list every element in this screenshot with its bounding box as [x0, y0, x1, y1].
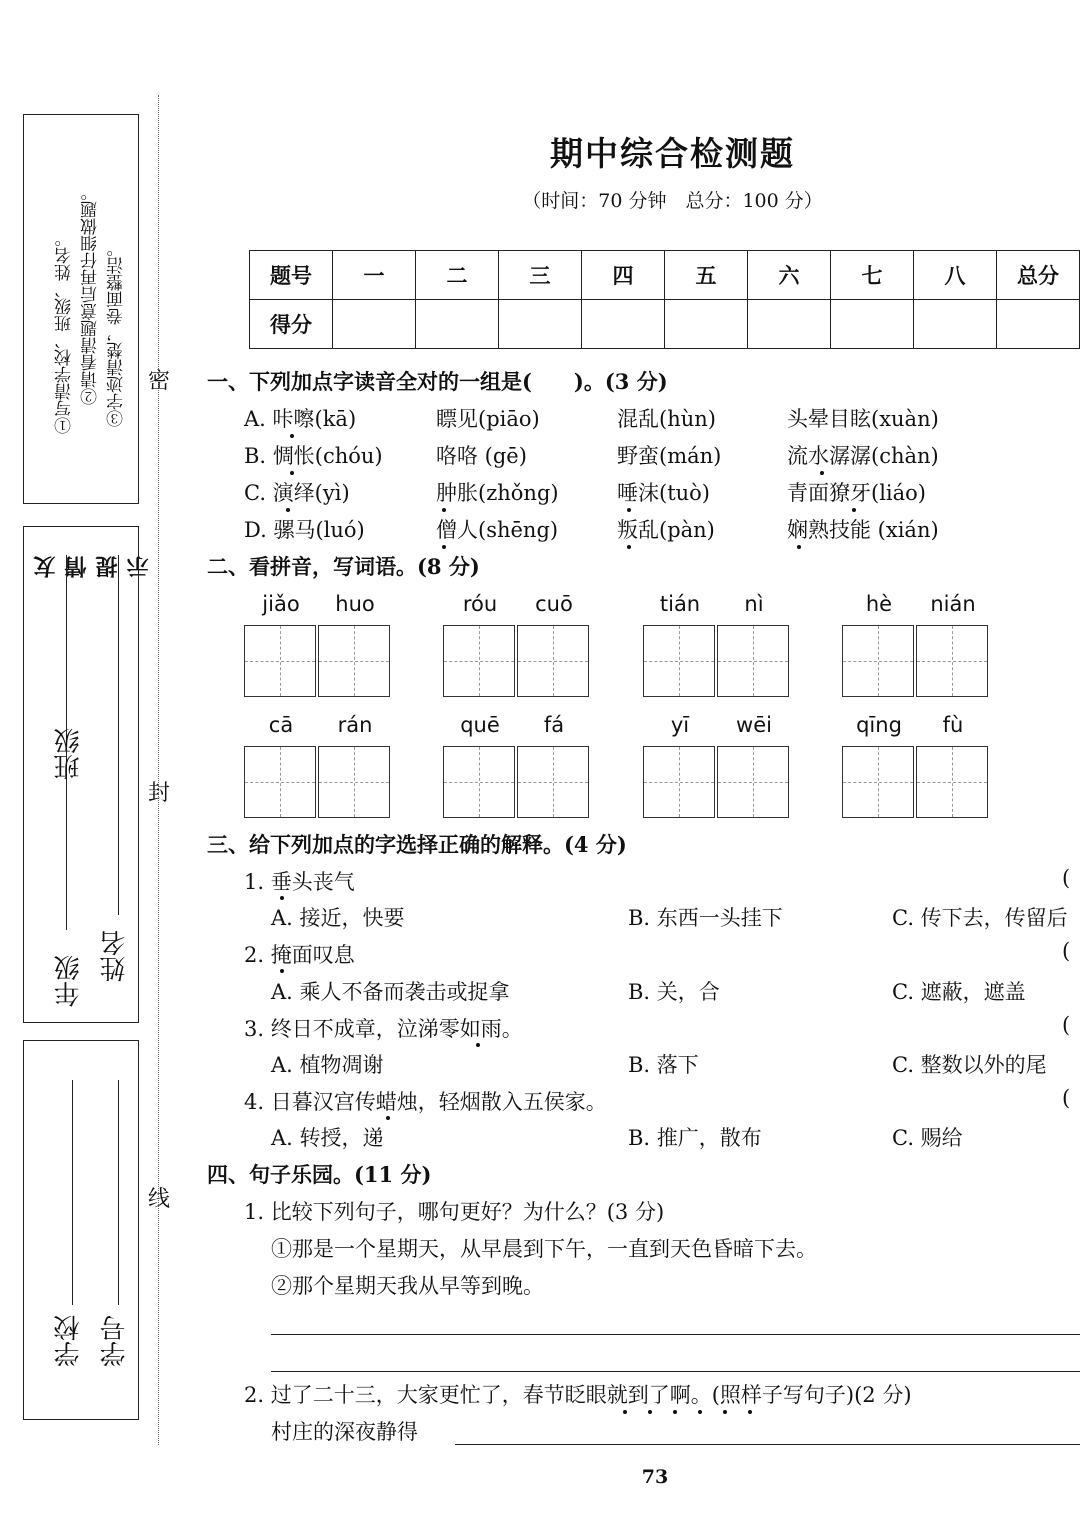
answer-line[interactable]: [455, 1444, 1080, 1445]
writing-cell[interactable]: [443, 625, 515, 697]
s1-option-text: 肿胀(zhǒng): [436, 481, 559, 505]
pinyin: rán: [337, 713, 373, 737]
answer-line[interactable]: [271, 1334, 1080, 1335]
s3-option-a: A. 乘人不备而袭击或捉拿: [271, 980, 510, 1004]
score-cell[interactable]: [499, 300, 582, 349]
s1-option-text: 流水潺潺(chàn): [787, 444, 939, 468]
score-cell[interactable]: [582, 300, 665, 349]
writing-cell[interactable]: [643, 746, 715, 818]
s3-answer-paren[interactable]: (: [1062, 1013, 1071, 1037]
s3-option-a: A. 转授，递: [271, 1126, 384, 1150]
emphasis-dot: [476, 1043, 480, 1047]
emphasis-dot: [673, 1410, 677, 1414]
s1-option-text: 叛乱(pàn): [617, 518, 715, 542]
s3-option-c: C. 遮蔽，遮盖: [892, 980, 1026, 1004]
s1-option-text: 咯咯 (gē): [436, 444, 527, 468]
writing-cell[interactable]: [717, 746, 789, 818]
score-header-cell: 总分: [997, 251, 1080, 300]
emphasis-dot: [627, 508, 631, 512]
s3-answer-paren[interactable]: (: [1062, 866, 1071, 890]
score-cell[interactable]: [333, 300, 416, 349]
pinyin: quē: [460, 713, 500, 737]
s3-question: 4. 日暮汉宫传蜡烛，轻烟散入五侯家。: [244, 1090, 607, 1114]
pinyin: yī: [670, 713, 690, 737]
s3-question: 3. 终日不成章，泣涕零如雨。: [244, 1017, 523, 1041]
emphasis-dot: [442, 508, 446, 512]
s3-answer-paren[interactable]: (: [1062, 1086, 1071, 1110]
pinyin: fá: [543, 713, 565, 737]
s1-option-text: 僧人(shēng): [436, 518, 559, 542]
score-header-cell: 八: [914, 251, 997, 300]
score-header-cell: 四: [582, 251, 665, 300]
pinyin: jiǎo: [262, 592, 300, 616]
s4-sentence-2: ②那个星期天我从早等到晚。: [271, 1274, 544, 1298]
s3-option-c: C. 传下去，传留后: [892, 906, 1068, 930]
pinyin: hè: [865, 592, 893, 616]
score-header-cell: 三: [499, 251, 582, 300]
writing-cell[interactable]: [443, 746, 515, 818]
s4-question-1: 1. 比较下列句子，哪句更好？为什么？(3 分): [244, 1200, 665, 1224]
emphasis-dot: [852, 508, 856, 512]
writing-cell[interactable]: [916, 625, 988, 697]
pinyin: nián: [930, 592, 976, 616]
answer-line[interactable]: [271, 1371, 1080, 1372]
seal-xian: 线: [148, 1187, 171, 1212]
emphasis-dot: [442, 545, 446, 549]
score-cell[interactable]: [831, 300, 914, 349]
tip-3: ③字迹清楚，卷面整洁。: [107, 240, 127, 427]
section4-heading: 四、句子乐园。(11 分): [207, 1162, 432, 1187]
school-underline[interactable]: [72, 1080, 73, 1305]
emphasis-dot: [627, 545, 631, 549]
section1-heading: 一、下列加点字读音全对的一组是( )。(3 分): [207, 369, 668, 394]
writing-cell[interactable]: [244, 746, 316, 818]
emphasis-dot: [748, 1410, 752, 1414]
tip-2: ②请看清题意后再仔细做题。: [81, 184, 101, 405]
score-cell[interactable]: [997, 300, 1080, 349]
s1-option-text: 青面獠牙(liáo): [787, 481, 926, 505]
score-value-row: [250, 300, 1080, 349]
s3-option-b: B. 关，合: [628, 980, 720, 1004]
s1-option-text: 野蛮(mán): [617, 444, 722, 468]
s3-option-a: A. 接近，快要: [271, 906, 405, 930]
seal-mi: 密: [148, 369, 171, 394]
tips-title: 友情提示: [33, 555, 152, 578]
s4-question-2: 2. 过了二十三，大家更忙了，春节眨眼就到了啊。(照样子写句子)(2 分): [244, 1383, 912, 1407]
s1-option-text: 唾沫(tuò): [617, 481, 710, 505]
s3-option-b: B. 推广，散布: [628, 1126, 762, 1150]
s1-option-text: 头晕目眩(xuàn): [787, 407, 939, 431]
emphasis-dot: [623, 1410, 627, 1414]
score-table: [249, 250, 1080, 349]
s1-option-text: B. 惆怅(chóu): [244, 444, 383, 468]
page-subtitle: （时间：70 分钟 总分：100 分）: [522, 190, 823, 212]
writing-cell[interactable]: [244, 625, 316, 697]
score-header-cell: 五: [665, 251, 748, 300]
score-header-cell: 一: [333, 251, 416, 300]
pinyin: fù: [942, 713, 964, 737]
writing-cell[interactable]: [916, 746, 988, 818]
tip-1: ①写清学校、班级、姓名。: [55, 230, 75, 434]
emphasis-dot: [386, 1116, 390, 1120]
s3-option-a: A. 植物凋谢: [271, 1053, 384, 1077]
score-header-cell: 七: [831, 251, 914, 300]
section2-heading: 二、看拼音，写词语。(8 分): [207, 554, 480, 579]
pinyin: wēi: [736, 713, 772, 737]
s1-option-text: 娴熟技能 (xián): [787, 518, 939, 542]
pinyin: cuō: [535, 592, 573, 616]
writing-cell[interactable]: [517, 746, 589, 818]
writing-cell[interactable]: [318, 625, 390, 697]
emphasis-dot: [290, 434, 294, 438]
s3-answer-paren[interactable]: (: [1062, 939, 1071, 963]
score-cell[interactable]: [748, 300, 831, 349]
s1-option-text: D. 骡马(luó): [244, 518, 365, 542]
seal-feng: 封: [148, 781, 171, 806]
score-header-row: [250, 251, 1080, 300]
writing-cell[interactable]: [517, 625, 589, 697]
score-header-cell: 二: [416, 251, 499, 300]
s4-sentence-1: ①那是一个星期天，从早晨到下午，一直到天色昏暗下去。: [271, 1237, 817, 1261]
score-cell[interactable]: [416, 300, 499, 349]
writing-cell[interactable]: [842, 746, 914, 818]
s1-option-text: A. 咔嚓(kā): [244, 407, 357, 431]
s3-question: 2. 掩面叹息: [244, 943, 355, 967]
pinyin: róu: [462, 592, 498, 616]
s3-question: 1. 垂头丧气: [244, 870, 355, 894]
pinyin: nì: [744, 592, 764, 616]
score-header-cell: 题号: [250, 251, 333, 300]
s3-option-c: C. 整数以外的尾: [892, 1053, 1047, 1077]
class-label: 班级: [54, 728, 84, 780]
pinyin: huo: [335, 592, 375, 616]
emphasis-dot: [286, 508, 290, 512]
emphasis-dot: [648, 1410, 652, 1414]
number-label: 学号: [100, 1315, 130, 1367]
emphasis-dot: [290, 471, 294, 475]
s3-option-b: B. 落下: [628, 1053, 699, 1077]
emphasis-dot: [280, 896, 284, 900]
emphasis-dot: [280, 969, 284, 973]
score-cell[interactable]: [914, 300, 997, 349]
page-number: 73: [641, 1466, 669, 1488]
score-row-label: 得分: [250, 300, 333, 349]
s1-option-text: C. 演绎(yì): [244, 481, 350, 505]
emphasis-dot: [797, 545, 801, 549]
page-title: 期中综合检测题: [550, 134, 795, 173]
number-underline[interactable]: [118, 1080, 119, 1305]
emphasis-dot: [820, 471, 824, 475]
pinyin: cā: [268, 713, 294, 737]
score-header-cell: 六: [748, 251, 831, 300]
writing-cell[interactable]: [717, 625, 789, 697]
emphasis-dot: [698, 1410, 702, 1414]
pinyin: qīng: [856, 713, 902, 737]
pinyin: tián: [659, 592, 701, 616]
name-label: 姓名: [100, 930, 130, 982]
section3-heading: 三、给下列加点的字选择正确的解释。(4 分): [207, 832, 627, 857]
grade-label: 年级: [54, 955, 84, 1007]
s1-option-text: 瞟见(piāo): [436, 407, 540, 431]
s3-option-b: B. 东西一头挂下: [628, 906, 783, 930]
cut-line: [158, 95, 159, 1445]
s1-option-text: 混乱(hùn): [617, 407, 716, 431]
writing-cell[interactable]: [643, 625, 715, 697]
writing-cell[interactable]: [318, 746, 390, 818]
s4-prompt: 村庄的深夜静得: [271, 1420, 418, 1444]
score-cell[interactable]: [665, 300, 748, 349]
writing-cell[interactable]: [842, 625, 914, 697]
s3-option-c: C. 赐给: [892, 1126, 963, 1150]
school-label: 学校: [54, 1315, 84, 1367]
emphasis-dot: [723, 1410, 727, 1414]
name-underline[interactable]: [118, 555, 119, 915]
